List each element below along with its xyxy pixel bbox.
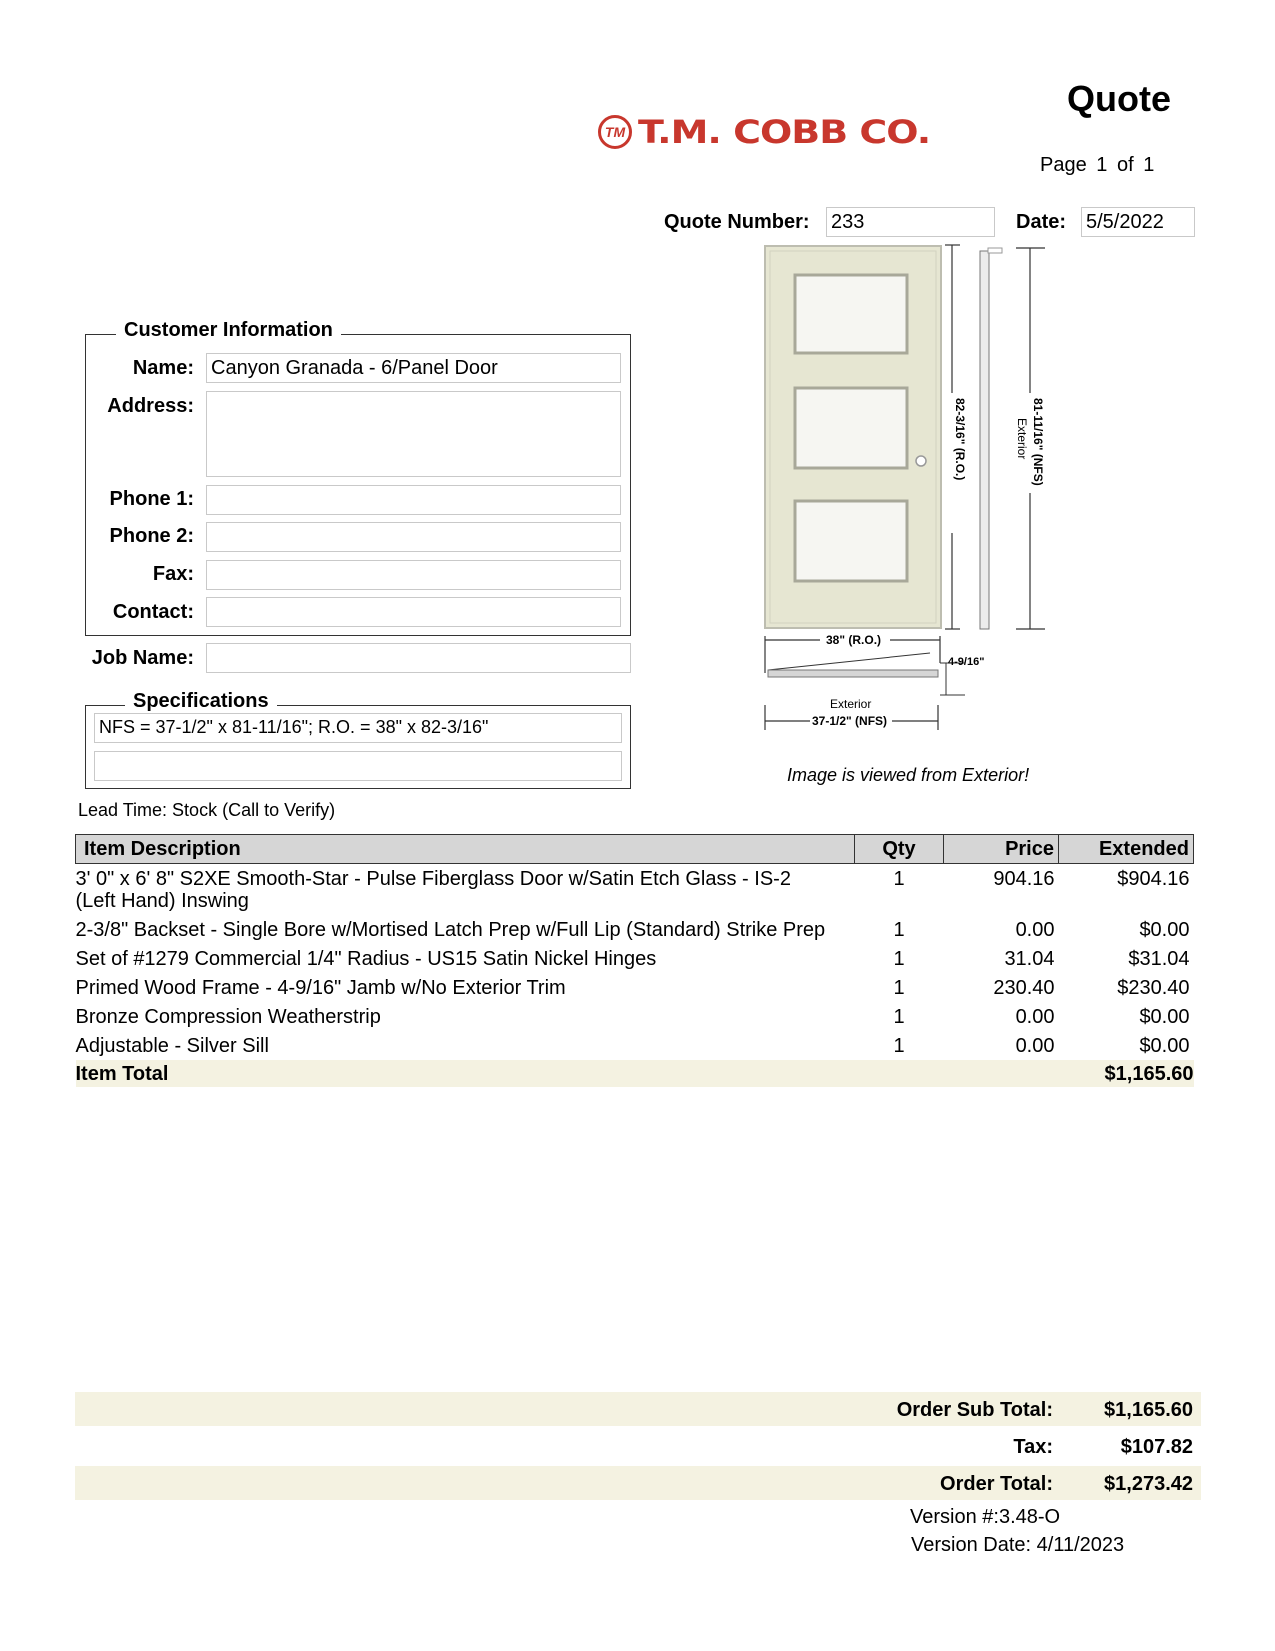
item-extended: $31.04 (1128, 948, 1190, 970)
item-price: 904.16 (993, 868, 1055, 890)
page-total: 1 (1143, 154, 1155, 176)
page-current: 1 (1096, 154, 1108, 176)
item-description: Adjustable - Silver Sill (75, 1035, 269, 1057)
page-of: of (1116, 154, 1134, 176)
nfs-height-label: 81-11/16" (NFS) (1031, 398, 1045, 486)
table-row (76, 864, 1194, 916)
col-header-extended: Extended (1059, 835, 1194, 864)
item-qty: 1 (893, 919, 905, 941)
version-number-value: 3.48-O (998, 1506, 1061, 1528)
ro-width-label: 38" (R.O.) (826, 633, 882, 647)
contact-label: Contact: (112, 601, 194, 623)
item-total-price-blank (944, 1060, 1059, 1087)
item-extended: $0.00 (1139, 919, 1190, 941)
version-date-label: Version Date: (911, 1534, 1032, 1556)
item-extended: $230.40 (1117, 977, 1190, 999)
quote-number-label: Quote Number: (664, 211, 810, 233)
subtotal-row (75, 1392, 1201, 1426)
name-field[interactable]: Canyon Granada - 6/Panel Door (206, 353, 621, 383)
subtotal-label: Order Sub Total: (896, 1399, 1053, 1421)
item-qty: 1 (893, 1035, 905, 1057)
item-extended: $0.00 (1139, 1035, 1190, 1057)
name-label: Name: (132, 357, 194, 379)
items-table (75, 834, 1194, 1087)
item-total-qty-blank (855, 1060, 944, 1087)
door-glass-middle (795, 388, 907, 468)
item-qty: 1 (893, 948, 905, 970)
item-price: 230.40 (993, 977, 1055, 999)
customer-info-legend: Customer Information (116, 319, 341, 342)
address-label: Address: (107, 395, 194, 417)
jamb-stop (988, 248, 1002, 253)
jamb-depth-label: 4-9/16" (948, 656, 985, 668)
col-header-qty: Qty (855, 835, 944, 864)
table-row (76, 944, 1194, 973)
tax-label: Tax: (1013, 1436, 1053, 1458)
phone2-field[interactable] (206, 522, 621, 552)
table-row (76, 973, 1194, 1002)
job-name-label: Job Name: (91, 647, 194, 669)
address-field[interactable] (206, 391, 621, 477)
door-glass-top (795, 275, 907, 353)
item-price: 0.00 (1015, 1006, 1055, 1028)
order-total-value: $1,273.42 (1104, 1473, 1193, 1495)
table-header-row (76, 835, 1194, 864)
item-extended: $0.00 (1139, 1006, 1190, 1028)
item-total-value: $1,165.60 (1059, 1060, 1194, 1087)
subtotal-value: $1,165.60 (1104, 1399, 1193, 1421)
tax-row (75, 1429, 1201, 1463)
company-logo (598, 110, 930, 154)
door-handle (916, 456, 926, 466)
diagram-caption: Image is viewed from Exterior! (787, 765, 1030, 785)
table-row (76, 915, 1194, 944)
item-description: 3' 0" x 6' 8" S2XE Smooth-Star - Pulse Fiberglass Door w/Satin Etch Glass - IS-2 (Left Hand) Inswing (75, 868, 791, 912)
item-qty: 1 (893, 868, 905, 890)
item-price: 31.04 (1004, 948, 1055, 970)
phone2-label: Phone 2: (109, 525, 194, 547)
door-glass-bottom (795, 501, 907, 581)
item-description: 2-3/8" Backset - Single Bore w/Mortised Latch Prep w/Full Lip (Standard) Strike Prep (75, 919, 826, 941)
date-field[interactable]: 5/5/2022 (1081, 207, 1195, 237)
logo-wordmark: T.M. COBB CO. (638, 113, 931, 151)
version-date (911, 1534, 1124, 1557)
spec-line-1[interactable]: NFS = 37-1/2" x 81-11/16"; R.O. = 38" x 82-3/16" (94, 713, 622, 743)
contact-field[interactable] (206, 597, 621, 627)
spec-line-2[interactable] (94, 751, 622, 781)
logo-mark: TM (598, 115, 632, 149)
document-title: Quote (1067, 78, 1171, 119)
item-description: Bronze Compression Weatherstrip (75, 1006, 381, 1028)
date-label: Date: (1016, 211, 1067, 233)
item-total-label: Item Total (76, 1060, 855, 1087)
lead-time: Lead Time: Stock (Call to Verify) (78, 800, 336, 820)
jamb-profile (980, 251, 989, 629)
quote-number-field[interactable]: 233 (826, 207, 995, 237)
version-number (910, 1506, 1060, 1529)
ro-height-label: 82-3/16" (R.O.) (953, 398, 967, 481)
tax-value: $107.82 (1120, 1436, 1193, 1458)
order-total-label: Order Total: (940, 1473, 1053, 1495)
job-name-field[interactable] (206, 643, 631, 673)
version-date-value: 4/11/2023 (1036, 1534, 1125, 1556)
item-price: 0.00 (1015, 1035, 1055, 1057)
item-description: Set of #1279 Commercial 1/4" Radius - US15 Satin Nickel Hinges (75, 948, 657, 970)
item-qty: 1 (893, 977, 905, 999)
page-indicator (1040, 154, 1154, 177)
version-number-label: Version #: (910, 1506, 999, 1528)
item-total-row (76, 1060, 1194, 1087)
exterior-bottom-label: Exterior (830, 697, 872, 711)
col-header-description: Item Description (76, 835, 855, 864)
item-description: Primed Wood Frame - 4-9/16" Jamb w/No Exterior Trim (75, 977, 566, 999)
item-price: 0.00 (1015, 919, 1055, 941)
order-total-row (75, 1466, 1201, 1500)
phone1-field[interactable] (206, 485, 621, 515)
plan-sill (768, 670, 938, 677)
door-swing-line (768, 653, 930, 670)
specifications-legend: Specifications (125, 690, 277, 713)
nfs-width-label: 37-1/2" (NFS) (812, 714, 888, 728)
exterior-side-label: Exterior (1015, 418, 1029, 460)
item-qty: 1 (893, 1006, 905, 1028)
fax-label: Fax: (152, 563, 194, 585)
table-row (76, 1031, 1194, 1060)
fax-field[interactable] (206, 560, 621, 590)
col-header-price: Price (944, 835, 1059, 864)
door-diagram (760, 243, 1060, 743)
page-label: Page (1040, 154, 1087, 176)
item-extended: $904.16 (1117, 868, 1190, 890)
table-row (76, 1002, 1194, 1031)
phone1-label: Phone 1: (109, 488, 194, 510)
